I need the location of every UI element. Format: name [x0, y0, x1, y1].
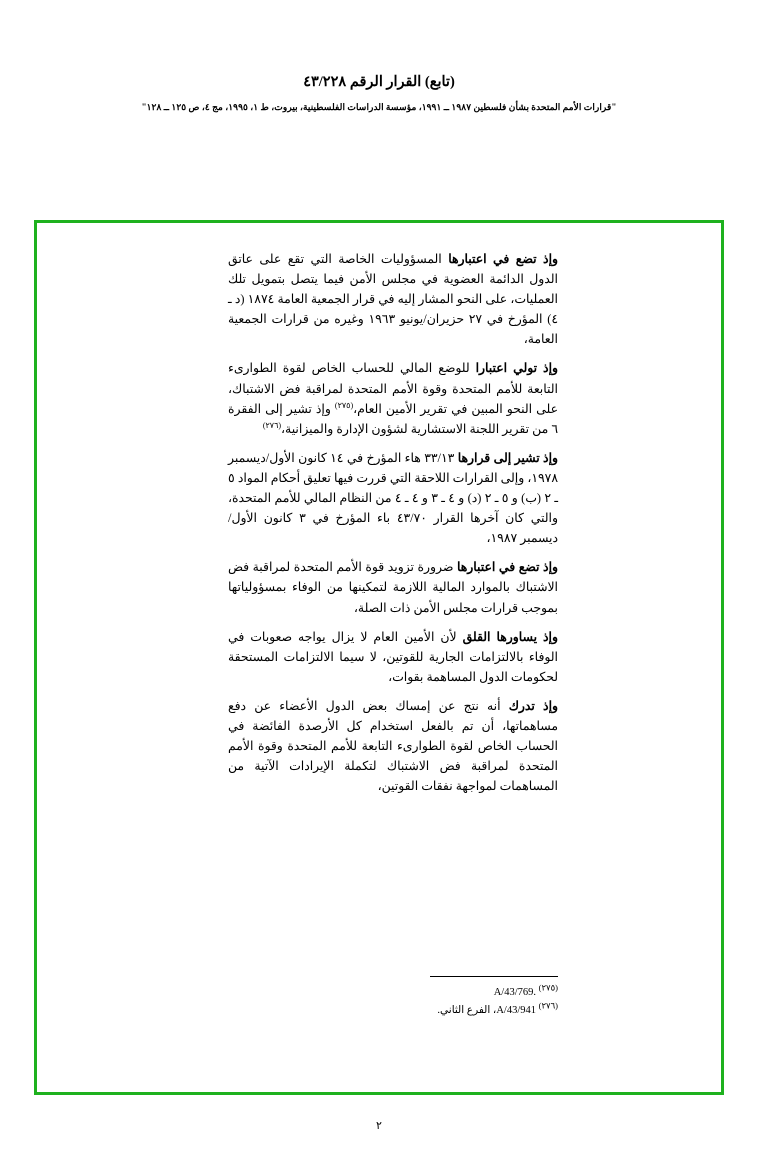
footnote-reference: A/43/769.	[493, 987, 536, 999]
footnote-marker-276: (٢٧٦)	[262, 420, 282, 430]
footnote-separator-rule	[430, 976, 558, 977]
footnote-tail: ، الفرع الثاني.	[437, 1005, 497, 1017]
page-number: ٢	[376, 1120, 382, 1132]
document-header	[0, 72, 758, 114]
paragraph-6	[228, 696, 558, 796]
paragraph-5-text: لأن الأمين العام لا يزال يواجه صعوبات في الوفاء بالالتزامات الجارية للقوتين، لا سيما الالتزامات المستحقة لحكومات الدول المساهمة بقوات،	[228, 629, 558, 684]
footnote-item	[228, 1002, 558, 1020]
document-source-line: "قرارات الأمم المتحدة بشأن فلسطين ١٩٨٧ ــ ١٩٩١، مؤسسة الدراسات الفلسطينية، بيروت، ط ١، ١٩٩٥، مج ٤، ص ١٢٥ ــ ١٢٨"	[141, 102, 617, 113]
paragraph-5-lead: وإذ يساورها القلق	[462, 629, 558, 644]
paragraph-4-lead: وإذ تضع في اعتبارها	[456, 560, 558, 575]
paragraph-2-text-after: وإذ تشير إلى الفقرة ٦ من تقرير اللجنة الاستشارية لشؤون الإدارة والميزانية،	[228, 401, 558, 436]
paragraph-6-lead: وإذ تدرك	[508, 698, 558, 713]
paragraph-2	[228, 358, 558, 438]
resolution-body	[228, 249, 558, 805]
paragraph-4-text: ضرورة تزويد قوة الأمم المتحدة لمراقبة فض الاشتباك بالموارد المالية اللازمة لتمكينها من الوفاء بمسؤولياتها بموجب قرارات مجلس الأمن ذات الصلة،	[228, 560, 558, 615]
page-title: (تابع) القرار الرقم ٤٣/٢٢٨	[303, 74, 455, 90]
footnote-item	[228, 984, 558, 1002]
green-border-frame	[34, 220, 724, 1095]
paragraph-6-text: أنه نتج عن إمساك بعض الدول الأعضاء عن دفع مساهماتها، أن تم بالفعل استخدام كل الأرصدة الفائضة في الحساب الخاص لقوة الطوارىء التابعة للأمم المتحدة وقوة الأمم المتحدة لمراقبة فض الاشتباك لتكملة الإيرادات الآتية من المساهمات لمواجهة نفقات القوتين،	[228, 698, 558, 794]
paragraph-1	[228, 249, 558, 349]
document-page	[0, 72, 758, 1150]
paragraph-3-text: ٣٣/١٣ هاء المؤرخ في ١٤ كانون الأول/ديسمبر ١٩٧٨، وإلى القرارات اللاحقة التي قررت فيها تعليق أحكام المواد ٥ ـ ٢ (ب) و ٥ ـ ٢ (د) و ٤ ـ ٣ و ٤ ـ ٤ من النظام المالي للأمم المتحدة، والتي كان آخرها القرار ٤٣/٧٠ باء المؤرخ في ٣ كانون الأول/ديسمبر ١٩٨٧،	[228, 450, 559, 546]
paragraph-1-lead: وإذ تضع في اعتبارها	[448, 252, 558, 266]
footnote-area	[228, 976, 558, 1020]
paragraph-5	[228, 627, 558, 687]
paragraph-1-text: المسؤوليات الخاصة التي تقع على عاتق الدول الدائمة العضوية في مجلس الأمن فيما يتصل بتمويل تلك العمليات، على النحو المشار إليه في قرار الجمعية العامة ١٨٧٤ (د ـ ٤) المؤرخ في ٢٧ حزيران/يونيو ١٩٦٣ وغيره من قرارات الجمعية العامة،	[228, 252, 558, 347]
footnote-number: (٢٧٦)	[538, 1000, 558, 1011]
paragraph-4	[228, 557, 558, 617]
paragraph-2-text: للوضع المالي للحساب الخاص لقوة الطوارىء التابعة للأمم المتحدة وقوة الأمم المتحدة لمراقبة فض الاشتباك، على النحو المبين في تقرير الأمين العام،	[228, 361, 558, 416]
paragraph-3-lead: وإذ تشير إلى قرارها	[457, 450, 558, 465]
paragraph-3	[228, 448, 558, 548]
footnote-number: (٢٧٥)	[538, 982, 558, 993]
footnote-marker-275: (٢٧٥)	[334, 400, 354, 410]
footnote-reference: A/43/941	[496, 1005, 536, 1017]
paragraph-2-lead: وإذ تولي اعتبارا	[475, 361, 559, 376]
